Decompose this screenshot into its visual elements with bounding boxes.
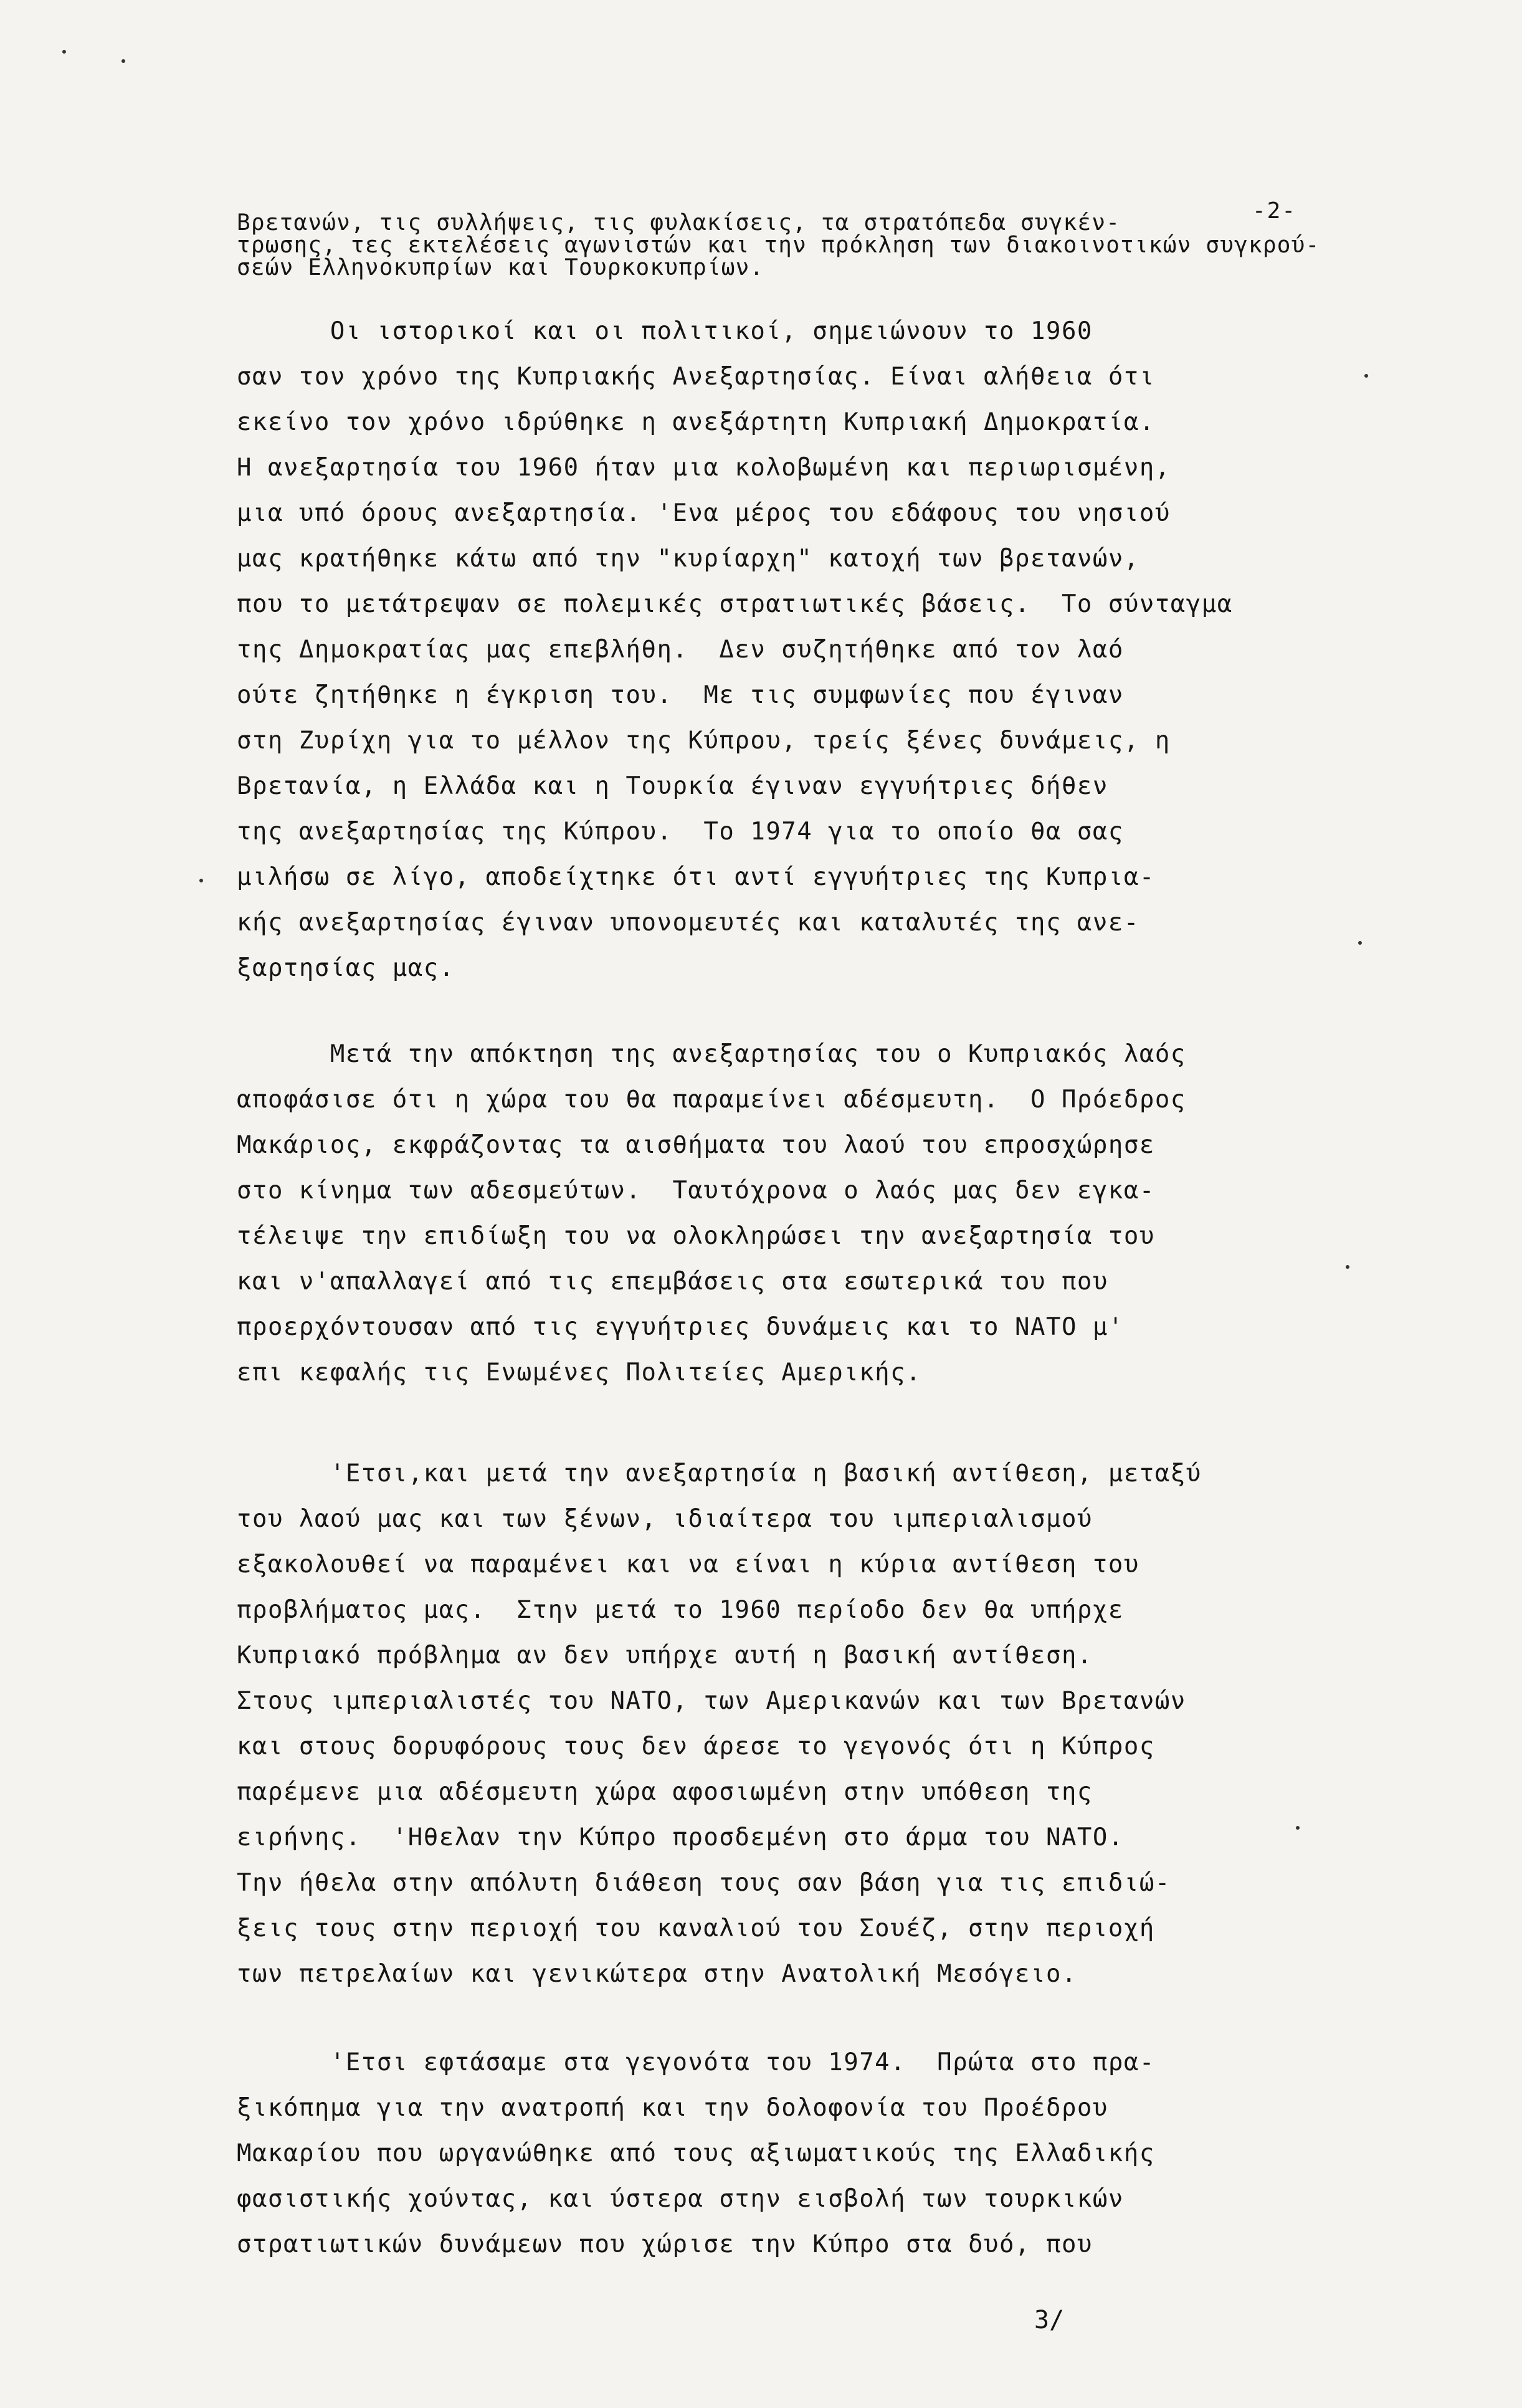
text-line: 'Ετσι,και μετά την ανεξαρτησία η βασική αντίθεση, μεταξύ — [237, 1460, 1202, 1488]
text-line: σεών Ελληνοκυπρίων και Τουρκοκυπρίων. — [237, 255, 764, 280]
text-line: προβλήματος μας. Στην μετά το 1960 περίοδο δεν θα υπήρχε — [237, 1596, 1124, 1624]
text-line: της ανεξαρτησίας της Κύπρου. Το 1974 για το οποίο θα σας — [237, 818, 1124, 846]
text-line: στο κίνημα των αδεσμεύτων. Ταυτόχρονα ο λαός μας δεν εγκα- — [237, 1177, 1155, 1205]
text-line: του λαού μας και των ξένων, ιδιαίτερα του ιμπεριαλισμού — [237, 1505, 1093, 1533]
text-line: ξαρτησίας μας. — [237, 954, 455, 982]
text-line: Βρετανία, η Ελλάδα και η Τουρκία έγιναν εγγυήτριες δήθεν — [237, 772, 1108, 800]
text-line: Μακάριος, εκφράζοντας τα αισθήματα του λαού του επροσχώρησε — [237, 1131, 1155, 1159]
text-line: Η ανεξαρτησία του 1960 ήταν μια κολοβωμένη και περιωρισμένη, — [237, 454, 1171, 482]
text-line: Κυπριακό πρόβλημα αν δεν υπήρχε αυτή η βασική αντίθεση. — [237, 1641, 1093, 1670]
text-line: μας κρατήθηκε κάτω από την "κυρίαρχη" κατοχή των βρετανών, — [237, 545, 1139, 573]
text-line: τρωσης, τες εκτελέσεις αγωνιστών και την πρόκληση των διακοινοτικών συγκρού- — [237, 232, 1320, 258]
text-line: εκείνο τον χρόνο ιδρύθηκε η ανεξάρτητη Κυπριακή Δημοκρατία. — [237, 408, 1155, 436]
intro-block — [237, 212, 1458, 279]
scan-speck — [199, 879, 203, 882]
paragraph-1 — [237, 319, 1458, 1001]
text-line: μια υπό όρους ανεξαρτησία. 'Ενα μέρος του εδάφους του νησιού — [237, 499, 1171, 527]
text-line: ξεις τους στην περιοχή του καναλιού του Σουέζ, στην περιοχή — [237, 1914, 1155, 1942]
text-line: μιλήσω σε λίγο, αποδείχτηκε ότι αντί εγγυήτριες της Κυπρια- — [237, 863, 1155, 891]
text-line: των πετρελαίων και γενικώτερα στην Ανατολική Μεσόγειο. — [237, 1960, 1077, 1988]
text-line: παρέμενε μια αδέσμευτη χώρα αφοσιωμένη στην υπόθεση της — [237, 1778, 1093, 1806]
scan-speck — [1296, 1826, 1300, 1830]
text-line: κής ανεξαρτησίας έγιναν υπονομευτές και καταλυτές της ανε- — [237, 909, 1139, 937]
paragraph-3 — [237, 1461, 1458, 2007]
text-line: και ν'απαλλαγεί από τις επεμβάσεις στα εσωτερικά του που — [237, 1268, 1108, 1296]
text-line: που το μετάτρεψαν σε πολεμικές στρατιωτικές βάσεις. Το σύνταγμα — [237, 590, 1233, 618]
text-line: και στους δορυφόρους τους δεν άρεσε το γεγονός ότι η Κύπρος — [237, 1732, 1155, 1761]
paragraph-2 — [237, 1042, 1458, 1406]
text-line: εξακολουθεί να παραμένει και να είναι η κύρια αντίθεση του — [237, 1550, 1139, 1579]
text-line: επι κεφαλής τις Ενωμένες Πολιτείες Αμερικής. — [237, 1359, 922, 1387]
text-line: Μετά την απόκτηση της ανεξαρτησίας του ο Κυπριακός λαός — [237, 1040, 1186, 1068]
text-line: στρατιωτικών δυνάμεων που χώρισε την Κύπρο στα δυό, που — [237, 2230, 1093, 2258]
scan-speck — [62, 50, 66, 54]
text-line: αποφάσισε ότι η χώρα του θα παραμείνει αδέσμευτη. Ο Πρόεδρος — [237, 1086, 1186, 1114]
text-line: Στους ιμπεριαλιστές του ΝΑΤΟ, των Αμερικανών και των Βρετανών — [237, 1687, 1186, 1715]
paragraph-4 — [237, 2050, 1458, 2278]
scan-speck — [121, 59, 125, 63]
text-line: τέλειψε την επιδίωξη του να ολοκληρώσει την ανεξαρτησία του — [237, 1222, 1155, 1250]
text-line: Μακαρίου που ωργανώθηκε από τους αξιωματικούς της Ελλαδικής — [237, 2139, 1155, 2167]
text-line: προερχόντουσαν από τις εγγυήτριες δυνάμεις και το ΝΑΤΟ μ' — [237, 1313, 1124, 1341]
text-line: Βρετανών, τις συλλήψεις, τις φυλακίσεις, τα στρατόπεδα συγκέν- — [237, 210, 1121, 236]
next-page-marker: 3/ — [1034, 2306, 1065, 2334]
text-line: ξικόπημα για την ανατροπή και την δολοφονία του Προέδρου — [237, 2094, 1108, 2122]
text-line: της Δημοκρατίας μας επεβλήθη. Δεν συζητήθηκε από τον λαό — [237, 636, 1124, 664]
page-number: -2- — [1252, 198, 1297, 224]
scan-speck — [1358, 941, 1362, 945]
scan-speck — [1346, 1265, 1349, 1269]
text-line: σαν τον χρόνο της Κυπριακής Ανεξαρτησίας. Είναι αλήθεια ότι — [237, 363, 1155, 391]
text-line: στη Ζυρίχη για το μέλλον της Κύπρου, τρείς ξένες δυνάμεις, η — [237, 727, 1171, 755]
scan-speck — [1364, 374, 1368, 378]
text-line: Την ήθελα στην απόλυτη διάθεση τους σαν βάση για τις επιδιώ- — [237, 1869, 1171, 1897]
text-line: ούτε ζητήθηκε η έγκριση του. Με τις συμφωνίες που έγιναν — [237, 681, 1124, 709]
text-line: 'Ετσι εφτάσαμε στα γεγονότα του 1974. Πρώτα στο πρα- — [237, 2048, 1155, 2076]
text-line: ειρήνης. 'Ηθελαν την Κύπρο προσδεμένη στο άρμα του ΝΑΤΟ. — [237, 1823, 1124, 1851]
text-line: Οι ιστορικοί και οι πολιτικοί, σημειώνουν το 1960 — [237, 317, 1093, 345]
text-line: φασιστικής χούντας, και ύστερα στην εισβολή των τουρκικών — [237, 2185, 1124, 2213]
